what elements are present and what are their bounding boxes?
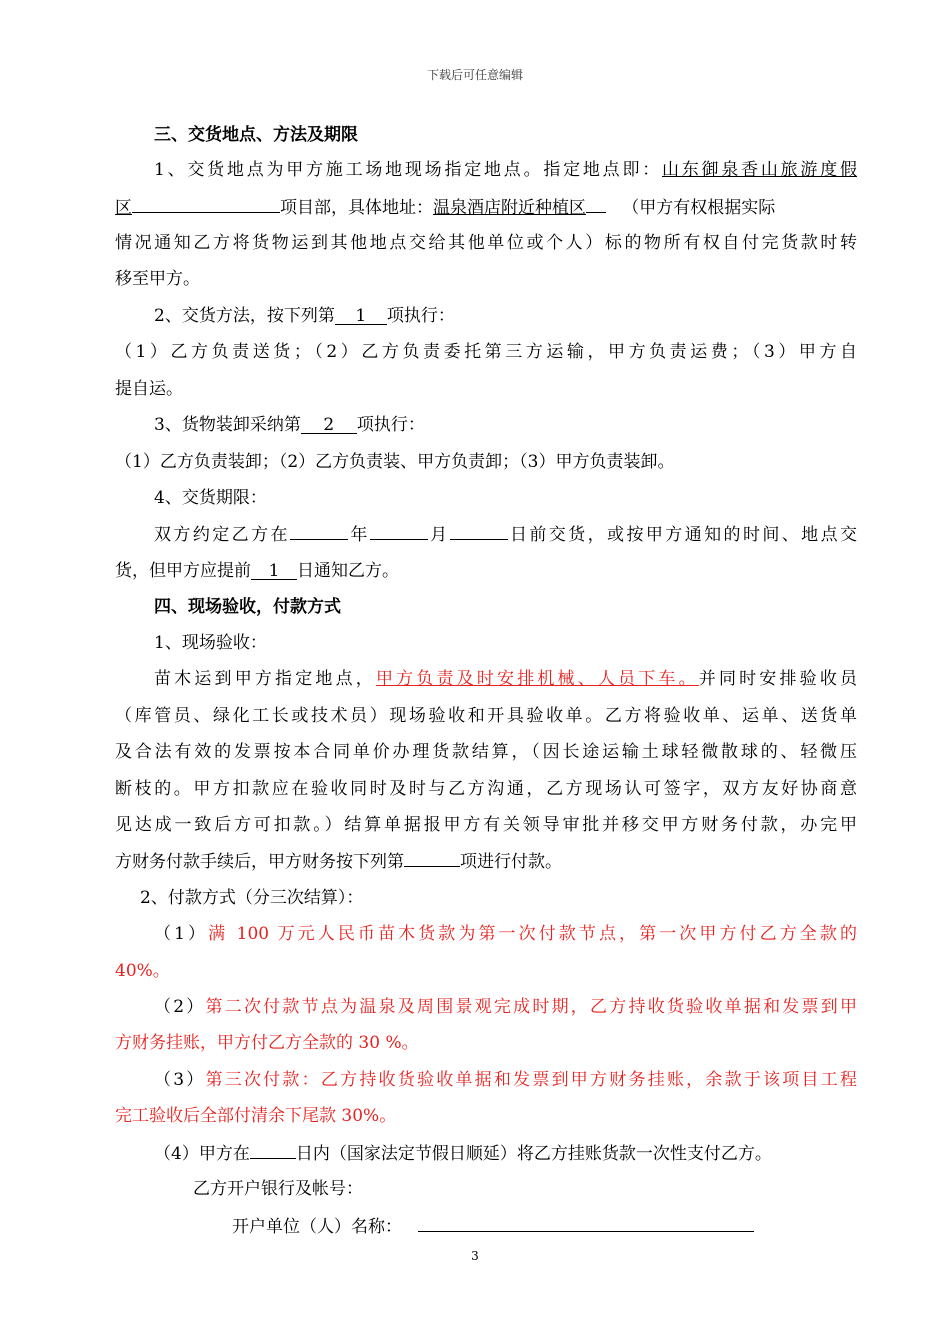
payment-1-line-2: 40%。	[115, 961, 170, 981]
inspection-label: 1、现场验收：	[154, 633, 267, 653]
inspection-line-3: 及合法有效的发票按本合同单价办理货款结算，（因长途运输土球轻微散球的、轻微压	[115, 742, 857, 762]
text: 日前交货，或按甲方通知的时间、地点交	[507, 525, 858, 545]
delivery-method-options-1: （1）乙方负责送货；（2）乙方负责委托第三方运输，甲方负责运费；（3）甲方自	[115, 342, 857, 362]
text: 项进行付款。	[460, 852, 562, 872]
loading-method-value: 2	[301, 417, 357, 434]
payment-3-line-1	[154, 1069, 857, 1091]
payment-2-line-2: 方财务挂账，甲方付乙方全款的 30 %。	[115, 1033, 419, 1053]
delivery-location-line-4: 移至甲方。	[115, 269, 200, 289]
delivery-deadline-line-1	[154, 523, 857, 546]
text: 项目部，具体地址：	[280, 198, 433, 218]
address: 温泉酒店附近种植区	[433, 198, 586, 218]
place-name-2: 区	[115, 198, 132, 218]
page-header: 下载后可任意编辑	[426, 68, 523, 82]
inspection-line-4: 断枝的。甲方扣款应在验收同时及时与乙方沟通，乙方现场认可签字，双方友好协商意	[115, 779, 857, 799]
text: 方财务付款手续后，甲方财务按下列第	[115, 852, 404, 872]
loading-method-options: （1）乙方负责装卸；（2）乙方负责装、甲方负责卸；（3）甲方负责装卸。	[115, 452, 675, 472]
text: 日通知乙方。	[297, 561, 399, 581]
text: （3）	[154, 1070, 206, 1090]
place-name-1: 山东御泉香山旅游度假	[662, 160, 857, 180]
text: 项执行：	[386, 306, 455, 326]
delivery-location-line-2	[115, 196, 857, 219]
section-3-heading: 三、交货地点、方法及期限	[154, 125, 358, 145]
text: 项执行：	[356, 415, 425, 435]
delivery-location-line-3: 情况通知乙方将货物运到其他地点交给其他单位或个人）标的物所有权自付完货款时转	[115, 233, 857, 253]
text: 并同时安排验收员	[698, 669, 858, 689]
red-underlined-clause: 甲方负责及时安排机械、人员下车。	[375, 669, 699, 689]
red-text: 第二次付款节点为温泉及周围景观完成时期，乙方持收货验收单据和发票到甲	[205, 997, 857, 1017]
blank-field	[586, 196, 606, 213]
text: 年	[347, 525, 370, 545]
delivery-method-value: 1	[335, 308, 387, 325]
inspection-line-6	[115, 850, 857, 873]
day-blank	[450, 523, 508, 540]
payment-item-blank	[404, 850, 460, 867]
account-holder-label: 开户单位（人）名称：	[232, 1217, 402, 1237]
account-holder-field[interactable]	[418, 1215, 754, 1232]
delivery-method	[154, 305, 857, 327]
delivery-deadline-label: 4、交货期限：	[154, 488, 267, 508]
text: 日内（国家法定节假日顺延）将乙方挂账货款一次性支付乙方。	[295, 1144, 772, 1164]
delivery-deadline-line-2	[115, 560, 857, 582]
text: 3、货物装卸采纳第	[154, 415, 301, 435]
inspection-line-2: （库管员、绿化工长或技术员）现场验收和开具验收单。乙方将验收单、运单、送货单	[115, 706, 857, 726]
notice-days-value: 1	[251, 563, 297, 580]
text: 月	[427, 525, 450, 545]
inspection-line-1	[154, 668, 857, 690]
text: 货，但甲方应提前	[115, 561, 251, 581]
text: 2、交货方法，按下列第	[154, 306, 335, 326]
loading-method	[154, 414, 857, 436]
payment-method-label: 2、付款方式（分三次结算）：	[140, 888, 364, 908]
bank-account-label: 乙方开户银行及帐号：	[193, 1179, 363, 1199]
inspection-line-5: 见达成一致后方可扣款。）结算单据报甲方有关领导审批并移交甲方财务付款，办完甲	[115, 815, 857, 835]
text: 双方约定乙方在	[154, 525, 290, 545]
blank-field	[132, 196, 280, 213]
text: 1、交货地点为甲方施工场地现场指定地点。指定地点即：	[154, 160, 662, 180]
payment-1-line-1	[154, 923, 857, 945]
text: （甲方有权根据实际	[622, 198, 776, 218]
delivery-location-line-1	[154, 159, 857, 181]
section-4-heading: 四、现场验收，付款方式	[154, 597, 341, 617]
days-blank	[250, 1142, 296, 1159]
payment-2-line-1	[154, 996, 857, 1018]
year-blank	[290, 523, 348, 540]
payment-4	[154, 1142, 857, 1165]
month-blank	[370, 523, 428, 540]
page-number: 3	[471, 1249, 479, 1263]
text: （4）甲方在	[154, 1144, 250, 1164]
payment-3-line-2: 完工验收后全部付清余下尾款 30%。	[115, 1106, 397, 1126]
text: （2）	[154, 997, 206, 1017]
account-holder-row	[232, 1215, 754, 1238]
delivery-method-options-2: 提自运。	[115, 379, 183, 399]
text: （1）	[154, 924, 209, 944]
red-text: 满 100 万元人民币苗木货款为第一次付款节点，第一次甲方付乙方全款的	[208, 924, 857, 944]
red-text: 第三次付款：乙方持收货验收单据和发票到甲方财务挂账，余款于该项目工程	[205, 1070, 857, 1090]
text: 苗木运到甲方指定地点，	[154, 669, 376, 689]
